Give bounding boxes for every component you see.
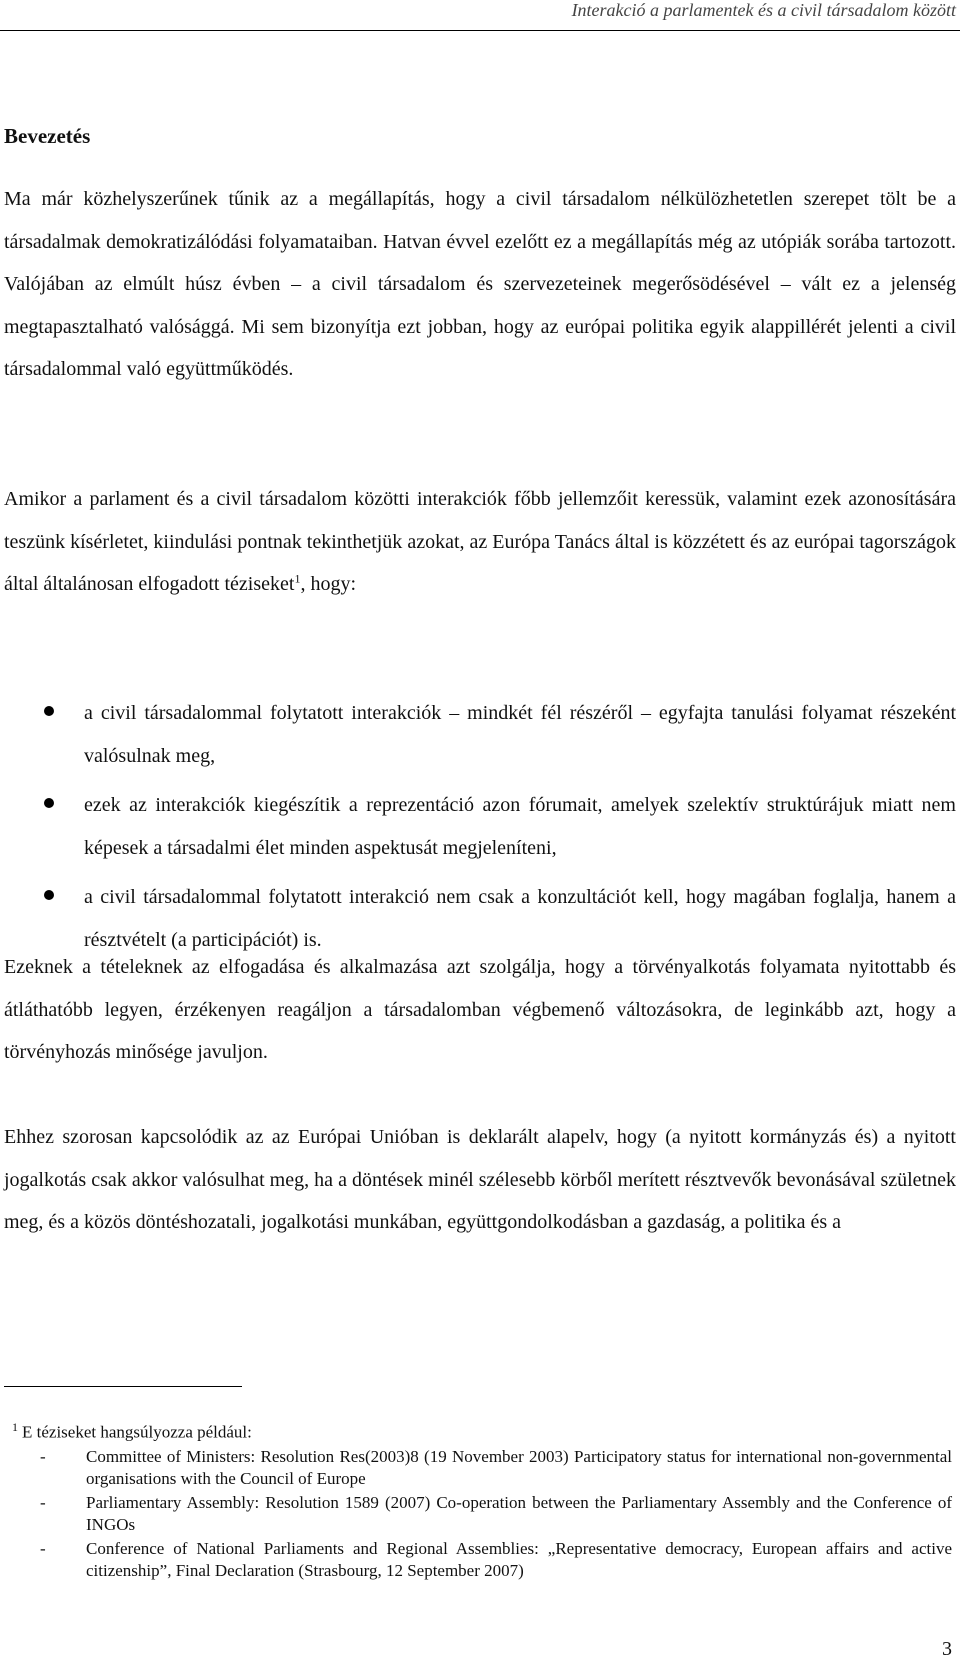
bullet-icon bbox=[44, 798, 54, 808]
bullet-icon bbox=[44, 706, 54, 716]
footnote-item-text: Conference of National Parliaments and Regional Assemblies: „Representative democracy, European affairs and active citizenship”, Final Declaration (Strasbourg, 12 September 2007) bbox=[86, 1538, 952, 1580]
dash-marker: - bbox=[40, 1446, 46, 1466]
list-item bbox=[0, 784, 956, 869]
section-heading: Bevezetés bbox=[4, 124, 91, 148]
running-header: Interakció a parlamentek és a civil társadalom között bbox=[571, 0, 956, 20]
paragraph-legislation: Ezeknek a tételeknek az elfogadása és alkalmazása azt szolgálja, hogy a törvényalkotás folyamata nyitottabb és átláthatóbb legyen, érzékenyen reagáljon a társadalomban végbemenő változásokra, de leginkább azt, hogy a törvényhozás minősége javuljon. bbox=[4, 956, 956, 1063]
list-item-text: a civil társadalommal folytatott interakció nem csak a konzultációt kell, hogy magában foglalja, hanem a résztvételt (a participációt) is. bbox=[84, 886, 956, 951]
dash-marker: - bbox=[40, 1538, 46, 1558]
dash-marker: - bbox=[40, 1492, 46, 1512]
footnote-intro bbox=[12, 1416, 956, 1444]
header-rule bbox=[0, 30, 960, 31]
paragraph-theses-tail: , hogy: bbox=[300, 573, 356, 595]
paragraph-theses-text: Amikor a parlament és a civil társadalom közötti interakciók főbb jellemzőit keressük, valamint ezek azonosítására teszünk kísérletet, kiindulási pontnak tekinthetjük azokat, az Európa Tanács által is közzétett és az európai tagországok által általánosan elfogadott téziseket bbox=[4, 488, 956, 595]
footnote-number: 1 bbox=[12, 1420, 18, 1434]
footnote-item-text: Committee of Ministers: Resolution Res(2003)8 (19 November 2003) Participatory status for international non-governmental organisations with the Council of Europe bbox=[86, 1446, 952, 1488]
footnote-intro-text: E téziseket hangsúlyozza például: bbox=[22, 1422, 252, 1442]
footnote-item-text: Parliamentary Assembly: Resolution 1589 (2007) Co-operation between the Parliamentary Assembly and the Conference of INGOs bbox=[86, 1492, 952, 1534]
paragraph-intro: Ma már közhelyszerűnek tűnik az a megállapítás, hogy a civil társadalom nélkülözhetetlen szerepet tölt be a társadalmak demokratizálódási folyamataiban. Hatvan évvel ezelőtt ez a megállapítás még az utópiák sorába tartozott. Valójában az elmúlt húsz évben – a civil társadalom és szervezeteinek megerősödésével – vált ez a jelenség megtapasztalható valósággá. Mi sem bizonyítja ezt jobban, hogy az európai politika egyik alappillérét jelenti a civil társadalommal való együttműködés. bbox=[4, 188, 956, 380]
footnote-item bbox=[4, 1446, 956, 1490]
bullet-icon bbox=[44, 890, 54, 900]
footnote-separator bbox=[4, 1386, 242, 1387]
page-number: 3 bbox=[942, 1638, 952, 1660]
footnote-list bbox=[4, 1446, 956, 1582]
paragraph-open-governance: Ehhez szorosan kapcsolódik az az Európai Unióban is deklarált alapelv, hogy (a nyitott kormányzás és) a nyitott jogalkotás csak akkor valósulhat meg, ha a döntések minél szélesebb körből merített résztvevők bevonásával születnek meg, és a közös döntéshozatali, jogalkotási munkában, együttgondolkodásban a gazdaság, a politika és a bbox=[4, 1126, 956, 1233]
list-item-text: a civil társadalommal folytatott interakciók – mindkét fél részéről – egyfajta tanulási folyamat részeként valósulnak meg, bbox=[84, 702, 956, 767]
list-item-text: ezek az interakciók kiegészítik a reprezentáció azon fórumait, amelyek szelektív struktúrájuk miatt nem képesek a társadalmi élet minden aspektusát megjeleníteni, bbox=[84, 794, 956, 859]
footnote-item bbox=[4, 1538, 956, 1582]
theses-list bbox=[0, 692, 956, 968]
list-item bbox=[0, 692, 956, 777]
footnote-reference[interactable]: 1 bbox=[294, 571, 301, 586]
footnote bbox=[4, 1416, 956, 1584]
paragraph-theses bbox=[4, 478, 956, 606]
footnote-item bbox=[4, 1492, 956, 1536]
